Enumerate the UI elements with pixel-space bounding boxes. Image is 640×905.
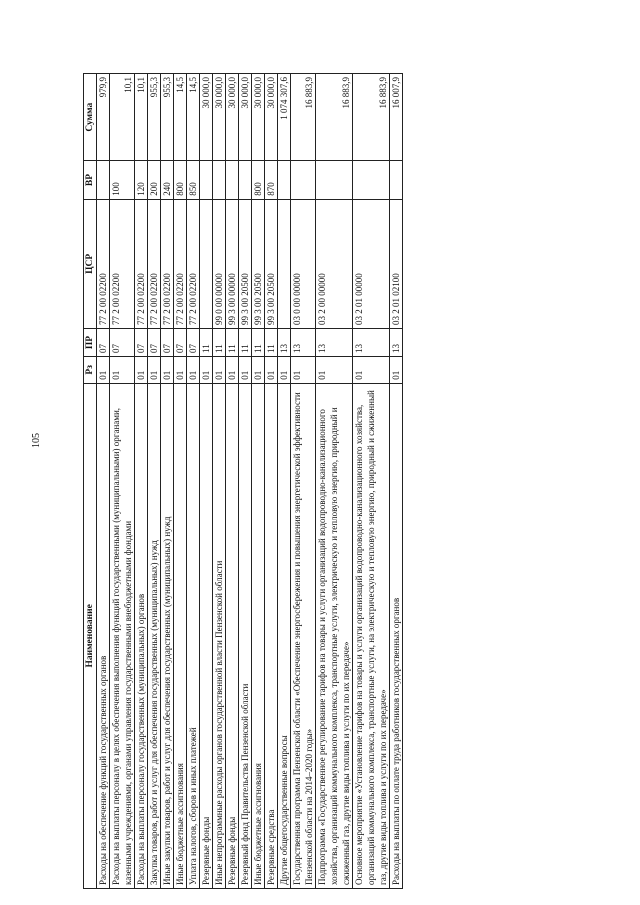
cell-name: Иные закупки товаров, работ и услуг для обеспечения государственных (муниципальных) нужд (161, 383, 174, 888)
table-row (161, 74, 174, 889)
cell-sum: 955,3 (148, 74, 161, 161)
cell-pr: 07 (110, 329, 135, 357)
cell-rz: 01 (278, 356, 291, 383)
cell-rz: 01 (148, 356, 161, 383)
cell-csr: 77 2 00 02200 (148, 199, 161, 328)
cell-sum: 30 000,0 (226, 74, 239, 161)
cell-rz: 01 (213, 356, 226, 383)
cell-sum: 30 000,0 (239, 74, 252, 161)
cell-sum: 16 883,9 (291, 74, 316, 161)
cell-csr: 99 0 00 00000 (213, 199, 226, 328)
table-row (316, 74, 353, 889)
table-row (265, 74, 278, 889)
cell-vr (278, 161, 291, 199)
cell-csr: 03 2 00 00000 (316, 199, 353, 328)
cell-pr: 13 (390, 329, 403, 357)
cell-pr: 11 (239, 329, 252, 357)
header-name: Наименование (84, 383, 97, 888)
table-row (252, 74, 265, 889)
cell-vr (353, 161, 390, 199)
cell-sum: 30 000,0 (200, 74, 213, 161)
cell-pr: 11 (200, 329, 213, 357)
cell-rz: 01 (187, 356, 200, 383)
cell-pr: 07 (135, 329, 148, 357)
cell-csr (278, 199, 291, 328)
table-row (291, 74, 316, 889)
cell-pr: 13 (353, 329, 390, 357)
cell-vr: 800 (174, 161, 187, 199)
cell-name: Расходы на выплаты персоналу в целях обеспечения выполнения функций государственными (муниципальными) органами, казенными учреждениями, органами управления государственными внебюджетными фондами (110, 383, 135, 888)
cell-csr: 77 2 00 02200 (135, 199, 148, 328)
cell-sum: 30 000,0 (252, 74, 265, 161)
cell-pr: 11 (252, 329, 265, 357)
page-number: 105 (31, 433, 42, 448)
cell-csr: 03 2 01 00000 (353, 199, 390, 328)
cell-pr: 11 (265, 329, 278, 357)
table-row (97, 74, 110, 889)
cell-sum: 30 000,0 (213, 74, 226, 161)
cell-name: Резервные фонды (200, 383, 213, 888)
cell-sum: 16 007,9 (390, 74, 403, 161)
cell-csr: 03 0 00 00000 (291, 199, 316, 328)
cell-vr (291, 161, 316, 199)
cell-name: Государственная программа Пензенской области «Обеспечение энергосбережения и повышения энергетической эффективности Пензенской области на 2014–2020 годы» (291, 383, 316, 888)
cell-csr (200, 199, 213, 328)
cell-vr: 200 (148, 161, 161, 199)
cell-sum: 955,3 (161, 74, 174, 161)
cell-rz: 01 (252, 356, 265, 383)
cell-csr: 77 2 00 02200 (174, 199, 187, 328)
cell-csr: 99 3 00 00000 (226, 199, 239, 328)
cell-pr: 11 (226, 329, 239, 357)
cell-rz: 01 (239, 356, 252, 383)
cell-rz: 01 (174, 356, 187, 383)
header-csr: ЦСР (84, 199, 97, 328)
cell-rz: 01 (291, 356, 316, 383)
cell-sum: 16 883,9 (353, 74, 390, 161)
cell-name: Другие общегосударственные вопросы (278, 383, 291, 888)
cell-vr (316, 161, 353, 199)
table-row (174, 74, 187, 889)
table-row (226, 74, 239, 889)
cell-vr (239, 161, 252, 199)
cell-vr: 800 (252, 161, 265, 199)
cell-name: Подпрограмма «Государственное регулирование тарифов на товары и услуги организаций водопроводно-канализационного хозяйства, организаций коммунального комплекса, транспортные услуги, электрическую и тепловую энергию, природный и сжиженный газ, другие виды топлива и услуги по их передаче» (316, 383, 353, 888)
table-row (213, 74, 226, 889)
cell-pr: 07 (174, 329, 187, 357)
header-pr: ПР (84, 329, 97, 357)
cell-rz: 01 (97, 356, 110, 383)
header-vr: ВР (84, 161, 97, 199)
cell-name: Расходы на выплаты персоналу государственных (муниципальных) органов (135, 383, 148, 888)
cell-rz: 01 (390, 356, 403, 383)
table-row (200, 74, 213, 889)
cell-name: Иные бюджетные ассигнования (252, 383, 265, 888)
table-row (110, 74, 135, 889)
cell-name: Иные бюджетные ассигнования (174, 383, 187, 888)
cell-pr: 07 (97, 329, 110, 357)
cell-vr: 240 (161, 161, 174, 199)
cell-rz: 01 (265, 356, 278, 383)
cell-rz: 01 (135, 356, 148, 383)
cell-vr (390, 161, 403, 199)
cell-rz: 01 (226, 356, 239, 383)
cell-vr (97, 161, 110, 199)
cell-csr: 77 2 00 02200 (161, 199, 174, 328)
table-row (390, 74, 403, 889)
cell-csr: 99 3 00 20500 (252, 199, 265, 328)
cell-pr: 07 (148, 329, 161, 357)
cell-rz: 01 (200, 356, 213, 383)
cell-rz: 01 (353, 356, 390, 383)
cell-csr: 99 3 00 20500 (265, 199, 278, 328)
cell-name: Закупка товаров, работ и услуг для обеспечения государственных (муниципальных) нужд (148, 383, 161, 888)
cell-rz: 01 (161, 356, 174, 383)
cell-sum: 16 883,9 (316, 74, 353, 161)
cell-pr: 11 (213, 329, 226, 357)
cell-name: Расходы на обеспечение функций государственных органов (97, 383, 110, 888)
cell-sum: 10,1 (135, 74, 148, 161)
budget-table (83, 73, 403, 889)
table-row (135, 74, 148, 889)
cell-csr: 77 2 00 02200 (110, 199, 135, 328)
cell-name: Резервные средства (265, 383, 278, 888)
table-row (278, 74, 291, 889)
cell-vr: 850 (187, 161, 200, 199)
cell-pr: 13 (278, 329, 291, 357)
cell-rz: 01 (316, 356, 353, 383)
cell-pr: 13 (316, 329, 353, 357)
header-sum: Сумма (84, 74, 97, 161)
cell-sum: 14,5 (187, 74, 200, 161)
table-row (353, 74, 390, 889)
cell-name: Иные непрограммные расходы органов государственной власти Пензенской области (213, 383, 226, 888)
cell-csr: 77 2 00 02200 (187, 199, 200, 328)
cell-name: Резервные фонды (226, 383, 239, 888)
cell-sum: 1 074 307,6 (278, 74, 291, 161)
cell-sum: 14,5 (174, 74, 187, 161)
cell-vr: 870 (265, 161, 278, 199)
cell-name: Уплата налогов, сборов и иных платежей (187, 383, 200, 888)
rotated-table-wrapper (83, 73, 403, 889)
cell-name: Резервный фонд Правительства Пензенской области (239, 383, 252, 888)
cell-vr: 120 (135, 161, 148, 199)
cell-csr: 03 2 01 02100 (390, 199, 403, 328)
header-rz: Рз (84, 356, 97, 383)
cell-rz: 01 (110, 356, 135, 383)
cell-name: Расходы на выплаты по оплате труда работников государственных органов (390, 383, 403, 888)
cell-sum: 10,1 (110, 74, 135, 161)
cell-vr (213, 161, 226, 199)
cell-csr: 99 3 00 20500 (239, 199, 252, 328)
table-header-row (84, 74, 97, 889)
cell-pr: 07 (161, 329, 174, 357)
table-row (148, 74, 161, 889)
cell-vr: 100 (110, 161, 135, 199)
cell-pr: 07 (187, 329, 200, 357)
table-row (239, 74, 252, 889)
table-row (187, 74, 200, 889)
cell-pr: 13 (291, 329, 316, 357)
cell-vr (226, 161, 239, 199)
cell-vr (200, 161, 213, 199)
cell-sum: 979,9 (97, 74, 110, 161)
cell-name: Основное мероприятие «Установление тарифов на товары и услуги организаций водопроводно-канализационного хозяйства, организаций коммунального комплекса, транспортные услуги, на электрическую и тепловую энергию, природный и сжиженный газ, другие виды топлива и услуги по их передаче» (353, 383, 390, 888)
cell-sum: 30 000,0 (265, 74, 278, 161)
cell-csr: 77 2 00 02200 (97, 199, 110, 328)
